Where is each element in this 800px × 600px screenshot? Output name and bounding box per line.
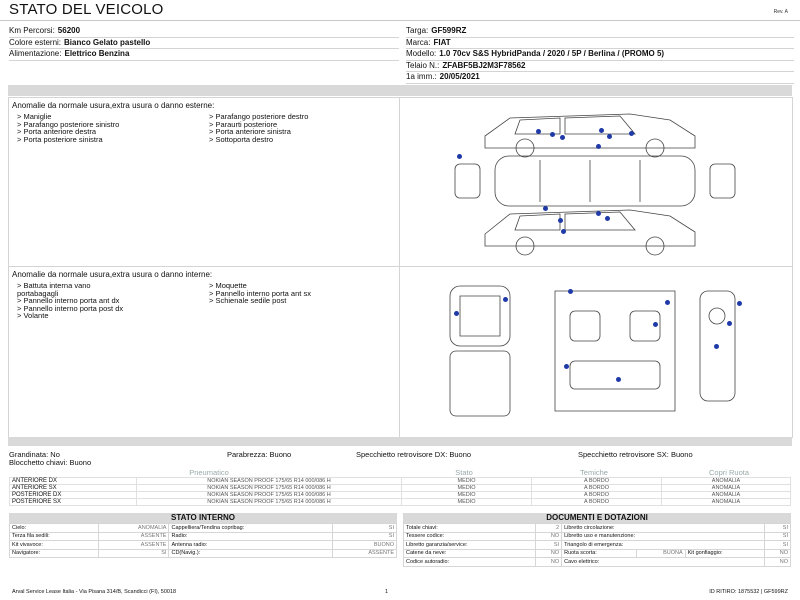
field-label: Antenna radio: — [169, 541, 332, 550]
tyre-copri-ruota: ANOMALIA — [662, 499, 791, 506]
info-value: GF599RZ — [431, 26, 467, 36]
field-value: ANOMALIA — [99, 524, 169, 533]
info-row-immatricolazione — [406, 72, 794, 84]
damage-marker — [558, 218, 563, 223]
damage-marker — [616, 377, 621, 382]
table-row — [404, 558, 791, 567]
damage-marker — [599, 128, 604, 133]
damage-marker — [607, 134, 612, 139]
info-row-colore — [9, 38, 399, 50]
field-label: Cappelliera/Tendina copribag: — [169, 524, 332, 533]
tyre-state: MEDIO — [402, 485, 532, 492]
field-value: SI — [535, 541, 561, 550]
info-label: Targa: — [406, 26, 429, 36]
field-label: Navigatore: — [10, 549, 99, 558]
field-value: SI — [764, 541, 790, 550]
table-row — [10, 549, 397, 558]
exterior-damage-list-2 — [209, 113, 308, 143]
section-band — [8, 437, 792, 446]
damage-marker — [568, 289, 573, 294]
tyre-temiche: A BORDO — [532, 492, 662, 499]
field-value: SI — [764, 532, 790, 541]
table-row — [404, 549, 791, 558]
documenti-section — [403, 513, 791, 567]
col-header-copri-ruota: Copri Ruota — [708, 468, 750, 477]
list-item: > Schienale sedile post — [209, 296, 287, 305]
info-value: 1.0 70cv S&S HybridPanda / 2020 / 5P / Berlina / (PROMO 5) — [439, 49, 665, 59]
field-label: Cielo: — [10, 524, 99, 533]
field-label: Radio: — [169, 532, 332, 541]
info-label: Telaio N.: — [406, 60, 440, 70]
info-value: 20/05/2021 — [439, 72, 480, 82]
field-label: CD(Navig.): — [169, 549, 332, 558]
info-label: Marca: — [406, 37, 431, 47]
info-label: Alimentazione: — [9, 49, 62, 59]
tyre-position: ANTERIORE SX — [10, 485, 137, 492]
status-parabrezza: Parabrezza: Buono — [227, 450, 292, 459]
info-label: Modello: — [406, 49, 437, 59]
field-value: BUONA — [636, 549, 685, 558]
field-label: Kit gonfiaggio: — [685, 549, 764, 558]
damage-marker — [454, 311, 459, 316]
damage-marker — [737, 301, 742, 306]
info-row-km — [9, 26, 399, 38]
list-item: > Pannello interno porta post dx — [17, 303, 124, 313]
interior-damage-list-1 — [17, 282, 123, 320]
interior-damage-panel — [8, 266, 400, 438]
damage-marker — [536, 129, 541, 134]
tyre-model: NOKIAN SEASON PROOF 175/65 R14 000/086 H — [137, 492, 402, 499]
field-label: Libretto circolazione: — [562, 524, 765, 533]
status-specchietto-dx: Specchietto retrovisore DX: Buono — [356, 450, 472, 459]
documenti-table — [403, 523, 791, 567]
page-number: 1 — [385, 589, 389, 595]
list-item: > Volante — [17, 311, 49, 320]
damage-marker — [503, 297, 508, 302]
col-header-pneumatico: Pneumatico — [189, 468, 229, 477]
list-item: > Porta anteriore destra — [17, 127, 97, 136]
section-band — [8, 85, 792, 96]
table-row — [404, 541, 791, 550]
damage-marker — [561, 229, 566, 234]
tyre-temiche: A BORDO — [532, 485, 662, 492]
col-header-stato: Stato — [455, 468, 473, 477]
info-row-telaio — [406, 61, 794, 73]
list-item: portabagagli — [17, 288, 59, 298]
header-divider — [0, 20, 800, 21]
table-row — [10, 478, 791, 485]
list-item: > Pannello interno porta ant dx — [17, 296, 120, 305]
tyre-state: MEDIO — [402, 478, 532, 485]
list-item: > Battuta interna vano — [17, 281, 91, 290]
exterior-damage-panel — [8, 97, 400, 267]
footer-address: Arval Service Lease Italia - Via Pisana 314/B, Scandicci (FI), 50018 — [12, 589, 177, 595]
damage-marker — [629, 131, 634, 136]
damage-marker — [564, 364, 569, 369]
field-value: 2 — [535, 524, 561, 533]
list-item: > Paraurti posteriore — [209, 119, 278, 129]
status-grandinata: Grandinata: No — [9, 450, 60, 459]
info-label: 1a imm.: — [406, 72, 437, 82]
field-value: SI — [99, 549, 169, 558]
damage-marker — [596, 144, 601, 149]
field-value: SI — [332, 532, 396, 541]
field-value: NO — [535, 558, 561, 567]
tyre-position: ANTERIORE DX — [10, 478, 137, 485]
field-label: Kit vivavoce: — [10, 541, 99, 550]
page-title: STATO DEL VEICOLO — [9, 1, 164, 18]
info-value: Elettrico Benzina — [64, 49, 130, 59]
table-row — [404, 524, 791, 533]
field-value: NO — [535, 549, 561, 558]
info-value: 56200 — [57, 26, 81, 36]
table-row — [10, 532, 397, 541]
damage-marker — [653, 322, 658, 327]
status-specchietto-sx: Specchietto retrovisore SX: Buono — [578, 450, 693, 459]
table-row — [404, 532, 791, 541]
field-label: Ruota scorta: — [562, 549, 637, 558]
stato-interno-title: STATO INTERNO — [9, 513, 397, 523]
field-value: NO — [535, 532, 561, 541]
stato-interno-table — [9, 523, 397, 558]
info-label: Colore esterni: — [9, 37, 62, 47]
info-value: Bianco Gelato pastello — [64, 37, 151, 47]
field-label: Terza fila sedili: — [10, 532, 99, 541]
exterior-diagram-panel — [399, 97, 793, 267]
documenti-title: DOCUMENTI E DOTAZIONI — [403, 513, 791, 523]
list-item: > Porta posteriore sinistra — [17, 134, 103, 144]
tyre-table — [9, 468, 791, 506]
stato-interno-section — [9, 513, 397, 558]
interior-damage-list-2 — [209, 282, 311, 305]
field-value: SI — [332, 524, 396, 533]
field-label: Catene da neve: — [404, 549, 536, 558]
damage-marker — [605, 216, 610, 221]
field-label: Triangolo di emergenza: — [562, 541, 765, 550]
table-row — [10, 485, 791, 492]
table-row — [10, 492, 791, 499]
info-row-targa — [406, 26, 794, 38]
field-value: NO — [764, 549, 790, 558]
interior-diagram-panel — [399, 266, 793, 438]
table-row — [10, 524, 397, 533]
field-value: ASSENTE — [99, 541, 169, 550]
exterior-damage-title: Anomalie da normale usura,extra usura o danno esterne: — [12, 101, 215, 110]
list-item: > Moquette — [209, 281, 247, 290]
car-exterior-diagram — [440, 106, 750, 258]
tyre-position: POSTERIORE DX — [10, 492, 137, 499]
list-item: > Pannello interno porta ant sx — [209, 288, 311, 298]
tyre-position: POSTERIORE SX — [10, 499, 137, 506]
exterior-damage-list-1 — [17, 113, 119, 143]
tyre-model: NOKIAN SEASON PROOF 175/65 R14 000/086 H — [137, 499, 402, 506]
vehicle-info-left — [9, 26, 399, 61]
field-value: SI — [764, 524, 790, 533]
info-value: ZFABF5BJ2M3F78562 — [442, 60, 526, 70]
tyre-temiche: A BORDO — [532, 478, 662, 485]
list-item: > Porta anteriore sinistra — [209, 127, 291, 136]
field-label: Libretto garanzia/service: — [404, 541, 536, 550]
info-label: Km Percorsi: — [9, 26, 55, 36]
damage-marker — [560, 135, 565, 140]
list-item: > Maniglie — [17, 112, 52, 121]
table-row — [10, 541, 397, 550]
tyre-model: NOKIAN SEASON PROOF 175/65 R14 000/086 H — [137, 485, 402, 492]
tyre-copri-ruota: ANOMALIA — [662, 492, 791, 499]
damage-marker — [714, 344, 719, 349]
damage-marker — [543, 206, 548, 211]
col-header-temiche: Temiche — [580, 468, 608, 477]
damage-marker — [596, 211, 601, 216]
damage-marker — [550, 132, 555, 137]
vehicle-info-right — [406, 26, 794, 84]
field-label: Codice autoradio: — [404, 558, 536, 567]
field-value: ASSENTE — [332, 549, 396, 558]
info-row-marca — [406, 38, 794, 50]
list-item: > Sottoporta destro — [209, 134, 273, 144]
footer-id: ID RITIRO: 1875532 | GF599RZ — [709, 589, 788, 595]
tyre-copri-ruota: ANOMALIA — [662, 485, 791, 492]
interior-damage-title: Anomalie da normale usura,extra usura o danno interne: — [12, 270, 213, 279]
tyre-copri-ruota: ANOMALIA — [662, 478, 791, 485]
field-value: BUONO — [332, 541, 396, 550]
revision-label: Rev. A — [773, 9, 788, 15]
table-row — [10, 499, 791, 506]
car-interior-diagram — [445, 281, 745, 426]
damage-marker — [457, 154, 462, 159]
tyre-rows — [9, 477, 791, 506]
list-item: > Parafango posteriore destro — [209, 112, 309, 121]
tyre-model: NOKIAN SEASON PROOF 175/65 R14 000/086 H — [137, 478, 402, 485]
damage-marker — [727, 321, 732, 326]
info-value: FIAT — [433, 37, 451, 47]
tyre-state: MEDIO — [402, 492, 532, 499]
field-value: ASSENTE — [99, 532, 169, 541]
field-label: Cavo elettrico: — [562, 558, 765, 567]
info-row-alimentazione — [9, 49, 399, 61]
status-blocchetto: Blocchetto chiavi: Buono — [9, 458, 92, 467]
tyre-state: MEDIO — [402, 499, 532, 506]
field-label: Totale chiavi: — [404, 524, 536, 533]
damage-marker — [665, 300, 670, 305]
info-row-modello — [406, 49, 794, 61]
tyre-temiche: A BORDO — [532, 499, 662, 506]
list-item: > Parafango posteriore sinistro — [17, 119, 120, 129]
field-label: Tessere codice: — [404, 532, 536, 541]
field-value: NO — [764, 558, 790, 567]
field-label: Libretto uso e manutenzione: — [562, 532, 765, 541]
